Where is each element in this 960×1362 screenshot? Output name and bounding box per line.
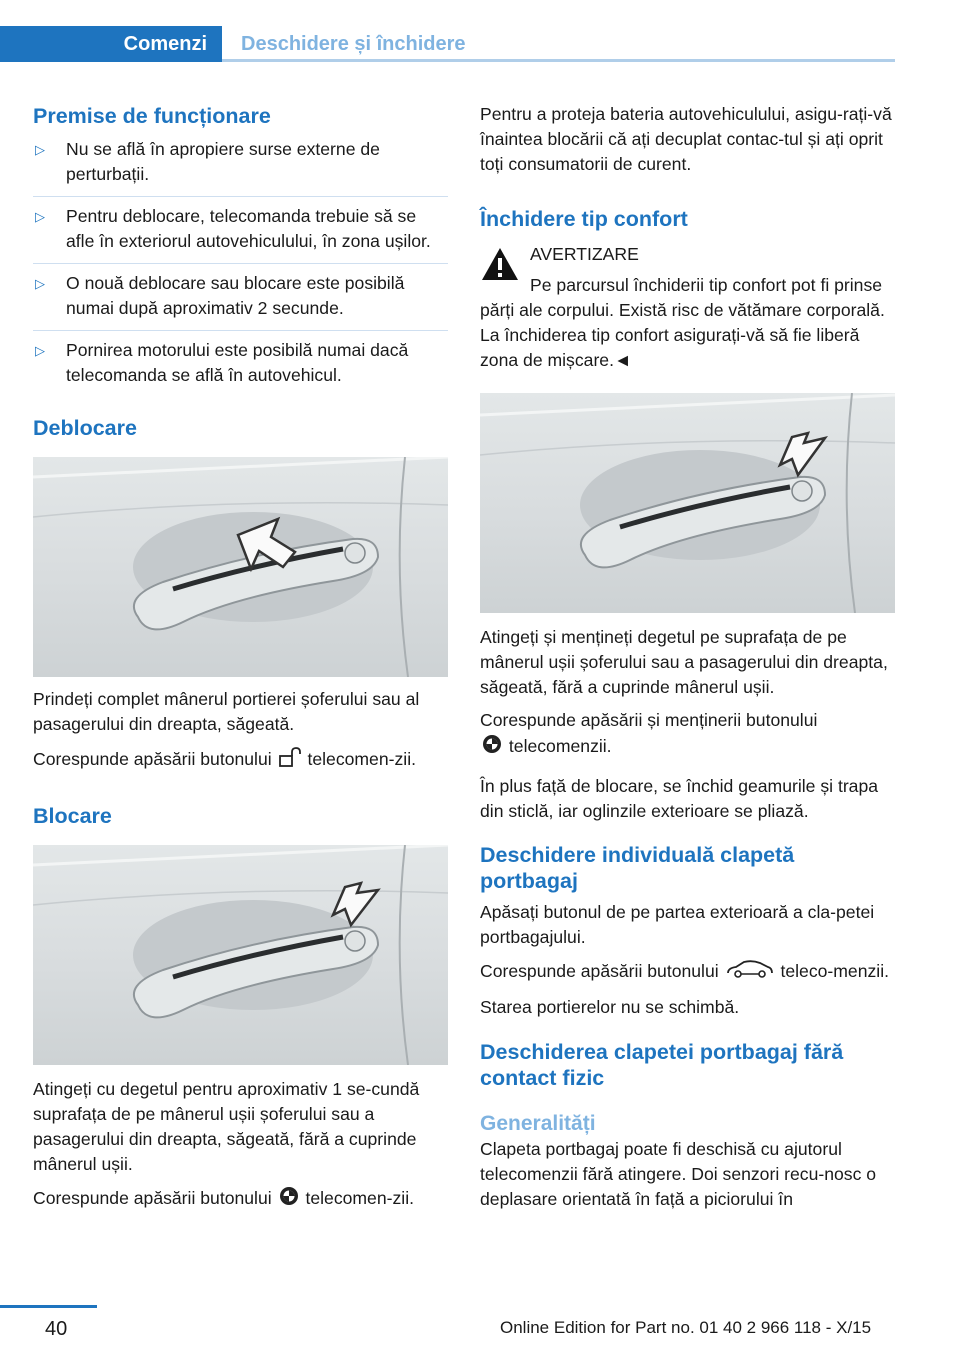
nocontact-heading: Deschiderea clapetei portbagaj fără contact fizic (480, 1040, 844, 1090)
header-divider (222, 59, 895, 62)
bullet-triangle-icon: ▷ (35, 343, 45, 358)
lock-heading: Blocare (33, 804, 112, 828)
tab-deschidere-inchidere[interactable]: Deschidere și închidere (241, 32, 466, 55)
bmw-logo-icon (277, 1185, 301, 1214)
comfort-button-line (480, 708, 895, 762)
right-column (480, 100, 895, 1212)
list-item-text: Pentru deblocare, telecomanda trebuie să se afle în exteriorul autovehiculului, în zona ușilor. (66, 206, 431, 251)
lock-button-line (33, 1185, 448, 1214)
bullet-triangle-icon: ▷ (35, 209, 45, 224)
tailgate-button-post: teleco‐menzii. (780, 961, 889, 982)
left-column (33, 100, 448, 1214)
warning-triangle-icon (480, 246, 520, 287)
warning-box (480, 242, 895, 267)
page-number: 40 (45, 1318, 68, 1340)
bullet-triangle-icon: ▷ (35, 142, 45, 157)
list-item-text: Nu se află în apropiere surse externe de perturbații. (66, 139, 380, 184)
tailgate-button-pre: Corespunde apăsării butonului (480, 961, 719, 982)
door-handle-lock-photo (33, 845, 448, 1065)
header-bar (0, 0, 895, 62)
car-trunk-icon (724, 958, 776, 987)
bmw-logo-icon (480, 733, 504, 762)
list-item-text: Pornirea motorului este posibilă numai dacă telecomanda se află în autovehicul. (66, 340, 409, 385)
warning-text (480, 273, 895, 373)
door-handle-unlock-photo (33, 457, 448, 677)
general-text: Clapeta portbagaj poate fi deschisă cu ajutorul telecomenzii fără atingere. Doi senzori recu‐nosc o deplasare orientată în față a piciorului în (480, 1139, 877, 1209)
list-item (33, 330, 448, 388)
list-item (33, 137, 448, 196)
tailgate-button-line (480, 958, 895, 987)
unlock-padlock-icon (277, 746, 303, 775)
unlock-heading: Deblocare (33, 416, 137, 440)
warning-label: AVERTIZARE (530, 244, 639, 264)
tailgate-heading: Deschidere individuală clapetă portbagaj (480, 843, 795, 893)
page-number-bar (0, 1305, 97, 1308)
list-item (33, 263, 448, 330)
general-subheading: Generalități (480, 1112, 596, 1135)
lock-button-pre: Corespunde apăsării butonului (33, 1188, 272, 1209)
lock-button-post: telecomen‐zii. (305, 1188, 414, 1209)
tailgate-state-text: Starea portierelor nu se schimbă. (480, 997, 740, 1017)
comfort-touch-text: Atingeți și mențineți degetul pe suprafața de pe mânerul ușii șoferului sau a pasagerului din dreapta, săgeată, fără a cuprinde mânerul ușii. (480, 627, 888, 697)
comfort-heading: Închidere tip confort (480, 207, 688, 231)
comfort-button-pre: Corespunde apăsării și menținerii butonului (480, 710, 818, 730)
door-handle-comfort-photo (480, 393, 895, 613)
unlock-button-pre: Corespunde apăsării butonului (33, 749, 272, 770)
tab-comenzi[interactable]: Comenzi (0, 26, 222, 62)
unlock-button-post: telecomen‐zii. (307, 749, 416, 770)
prereq-heading: Premise de funcționare (33, 104, 271, 128)
comfort-button-post: telecomenzii. (508, 736, 612, 757)
list-item (33, 196, 448, 263)
bullet-triangle-icon: ▷ (35, 276, 45, 291)
comfort-extra-text: În plus față de blocare, se închid geamurile și trapa din sticlă, iar oglinzile exterioare se pliază. (480, 776, 879, 821)
battery-text: Pentru a proteja bateria autovehiculului, asigu‐rați-vă înaintea blocării că ați decuplat contac‐tul și ați oprit toți consumatorii de curent. (480, 104, 892, 174)
lock-text: Atingeți cu degetul pentru aproximativ 1 se‐cundă suprafața de pe mânerul ușii șoferului sau a pasagerului din dreapta, săgeată, fără a cuprinde mânerul ușii. (33, 1079, 420, 1174)
edition-footer: Online Edition for Part no. 01 40 2 966 118 - X/15 (500, 1318, 872, 1337)
list-item-text: O nouă deblocare sau blocare este posibilă numai după aproximativ 2 secunde. (66, 273, 405, 318)
unlock-text: Prindeți complet mânerul portierei șoferului sau al pasagerului din dreapta, săgeată. (33, 689, 420, 734)
prereq-list (33, 137, 448, 388)
warning-text-content: Pe parcursul închiderii tip confort pot fi prinse părți ale corpului. Există risc de vătămare corporală. La închiderea tip confort asigurați-vă să fie liberă zona de mișcare.◄ (480, 275, 885, 370)
unlock-button-line (33, 746, 448, 775)
tailgate-text: Apăsați butonul de pe partea exterioară a cla‐petei portbagajului. (480, 902, 875, 947)
